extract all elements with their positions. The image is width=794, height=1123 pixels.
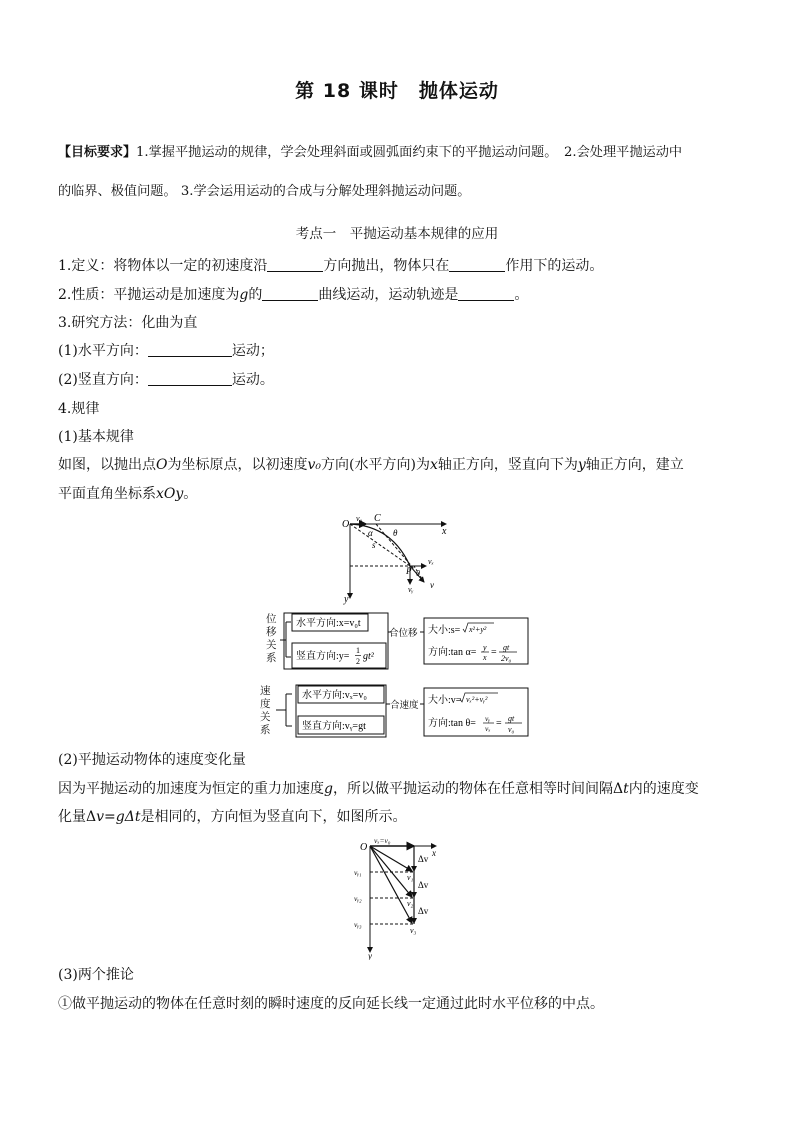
change-a: 因为平抛运动的加速度为恒定的重力加速度 (58, 781, 324, 797)
change-line-2 (58, 807, 406, 827)
displacement-relation-chart (262, 610, 532, 672)
fig2-vy3: vᵧ₃ (354, 920, 362, 929)
disp-horizontal: 水平方向:x=v₀t (296, 618, 361, 629)
vert-text-b: 运动。 (231, 372, 274, 388)
disp-dir-a: 方向:tan α= (428, 647, 477, 658)
change-heading: (2)平抛运动物体的速度变化量 (58, 752, 246, 768)
fig1-theta: θ (393, 528, 398, 538)
fig2-vxv0: vₓ=v₀ (374, 836, 391, 845)
fig1-x: x (442, 526, 447, 537)
law-heading: 4.规律 (58, 401, 100, 417)
vel-group-1: 速 (260, 686, 271, 697)
vel-group-3: 关 (260, 712, 271, 723)
velocity-change-diagram (352, 834, 448, 960)
fig2-O: O (360, 842, 368, 853)
horizontal-line (58, 341, 274, 361)
fig1-y: y (344, 594, 349, 605)
property-line (58, 285, 528, 305)
prop-text-b: 的 (248, 287, 263, 303)
page-title: 第 18 课时 抛体运动 (295, 80, 499, 102)
fig2-vy1: vᵧ₁ (354, 868, 362, 877)
displacement-line (350, 524, 410, 566)
trajectory-diagram (334, 508, 460, 608)
intro-y: y (577, 457, 586, 473)
vert-text-a: (2)竖直方向： (58, 372, 148, 388)
blank-horizontal-motion[interactable] (148, 342, 232, 357)
definition-line (58, 256, 603, 276)
vel-vertical: 竖直方向:vᵧ=gt (302, 721, 366, 732)
disp-group-1: 位 (266, 614, 277, 625)
goals-text-1: 1.掌握平抛运动的规律，学会处理斜面或圆弧面约束下的平抛运动问题。 2.会处理平抛运动中 (136, 145, 683, 160)
vel-mag-a: 大小:v= (428, 695, 462, 706)
intro-d: 轴正方向，竖直向下为 (437, 457, 578, 473)
change-t: t (623, 781, 629, 797)
change-line-1 (58, 779, 699, 799)
goals-line-1 (58, 143, 682, 163)
change-line2b: = (104, 809, 116, 825)
vel-dir-d2: v₀ (508, 725, 515, 734)
disp-dir-d1: x (483, 653, 487, 662)
fig1-vy: vᵧ (408, 585, 414, 594)
basic-heading: (1)基本规律 (58, 429, 134, 445)
fig2-dv-label-2: Δv (418, 880, 429, 890)
two-inferences-heading: (3)两个推论 (58, 967, 134, 983)
disp-dir-n2: gt (503, 643, 510, 652)
intro-xOy: xOy (156, 486, 184, 502)
disp-mag-a: 大小:s= (428, 625, 461, 636)
blank-force[interactable] (449, 257, 505, 272)
vel-dir-d1: vₓ (485, 724, 491, 733)
blank-trajectory[interactable] (458, 286, 514, 301)
disp-frac-den: 2 (356, 657, 360, 666)
intro-e: 轴正方向，建立 (585, 457, 684, 473)
fig1-C: C (374, 513, 381, 524)
prop-g: g (239, 287, 249, 303)
intro-line-2 (58, 484, 197, 504)
disp-dir-eq: = (491, 647, 497, 658)
fig2-v2: v₂ (407, 899, 414, 908)
vel-dir-n1: vᵧ (485, 714, 491, 723)
prop-text-a: 2.性质：平抛运动是加速度为 (58, 287, 240, 303)
intro-O: O (156, 457, 168, 473)
disp-vertical-b: gt² (363, 651, 374, 662)
fig1-O: O (342, 519, 350, 530)
blank-motion-type[interactable] (262, 286, 318, 301)
change-c: 内的速度变 (628, 781, 699, 797)
vertical-line (58, 370, 274, 390)
disp-group-2: 移 (266, 627, 277, 638)
def-text-b: 方向抛出，物体只在 (323, 258, 450, 274)
disp-frac-num: 1 (356, 646, 360, 655)
inference-1: ①做平抛运动的物体在任意时刻的瞬时速度的反向延长线一定通过此时水平位移的中点。 (58, 996, 604, 1012)
fig1-v0: v₀ (356, 514, 363, 523)
goals-line-2: 的临界、极值问题。 3.学会运用运动的合成与分解处理斜抛运动问题。 (58, 184, 471, 199)
fig1-theta2: θ (416, 569, 420, 578)
intro-a: 如图，以抛出点 (58, 457, 156, 473)
blank-direction[interactable] (267, 257, 323, 272)
vel-dir-a: 方向:tan θ= (428, 718, 476, 729)
vel-merge-label: 合速度 (390, 701, 419, 711)
change-b: ，所以做平抛运动的物体在任意相等时间间隔Δ (332, 781, 624, 797)
prop-text-c: 曲线运动，运动轨迹是 (318, 287, 459, 303)
vel-dir-n2: gt (508, 714, 515, 723)
intro-x: x (429, 457, 438, 473)
fig2-vy2: vᵧ₂ (354, 894, 362, 903)
method-line: 3.研究方法：化曲为直 (58, 315, 198, 331)
fig2-dv-label-3: Δv (418, 906, 429, 916)
intro-line-1 (58, 455, 684, 475)
fig1-vx: vₓ (428, 557, 434, 566)
change-line2c: 是相同的，方向恒为竖直向下，如图所示。 (140, 809, 407, 825)
intro-v0: v₀ (307, 457, 322, 473)
fig1-alpha: α (368, 528, 373, 538)
disp-mag-b: x²+y² (469, 625, 487, 634)
vel-dir-eq: = (496, 718, 502, 729)
fig1-P: P (406, 566, 412, 576)
disp-group-3: 关 (266, 640, 277, 651)
fig1-s: s (372, 540, 376, 550)
fig2-v1: v₁ (407, 873, 414, 882)
def-text-a: 1.定义：将物体以一定的初速度沿 (58, 258, 268, 274)
vel-mag-b: vₓ²+vᵧ² (466, 695, 488, 704)
change-gdt: gΔt (115, 809, 141, 825)
intro-c: 方向(水平方向)为 (321, 457, 430, 473)
change-v: v (96, 809, 105, 825)
intro-line2b: 。 (183, 486, 198, 502)
def-text-c: 作用下的运动。 (505, 258, 604, 274)
vel-group-2: 度 (260, 699, 271, 710)
prop-text-d: 。 (514, 287, 529, 303)
fig2-x: x (432, 848, 436, 858)
goals-label: 【目标要求】 (58, 145, 137, 160)
change-line2a: 化量Δ (58, 809, 97, 825)
intro-line2a: 平面直角坐标系 (58, 486, 156, 502)
fig2-dv-label-1: Δv (418, 854, 429, 864)
blank-vertical-motion[interactable] (148, 371, 232, 386)
change-g: g (324, 781, 333, 797)
vel-group-4: 系 (260, 725, 271, 736)
fig1-v: v (430, 580, 434, 590)
horiz-text-a: (1)水平方向： (58, 343, 148, 359)
vel-horizontal: 水平方向:vₓ=v₀ (302, 690, 367, 701)
disp-dir-d2: 2v₀ (501, 654, 512, 663)
fig2-y: y (368, 951, 372, 960)
disp-group-4: 系 (266, 653, 277, 664)
intro-b: 为坐标原点，以初速度 (167, 457, 308, 473)
fig2-v3-arrow (370, 846, 412, 923)
horiz-text-b: 运动； (231, 343, 274, 359)
section-title: 考点一 平抛运动基本规律的应用 (295, 226, 499, 242)
velocity-relation-chart (256, 682, 532, 740)
disp-merge-label: 合位移 (389, 629, 418, 639)
fig2-v3: v₃ (410, 926, 417, 935)
disp-vertical-a: 竖直方向:y= (296, 651, 350, 662)
disp-dir-n1: y (483, 643, 487, 652)
